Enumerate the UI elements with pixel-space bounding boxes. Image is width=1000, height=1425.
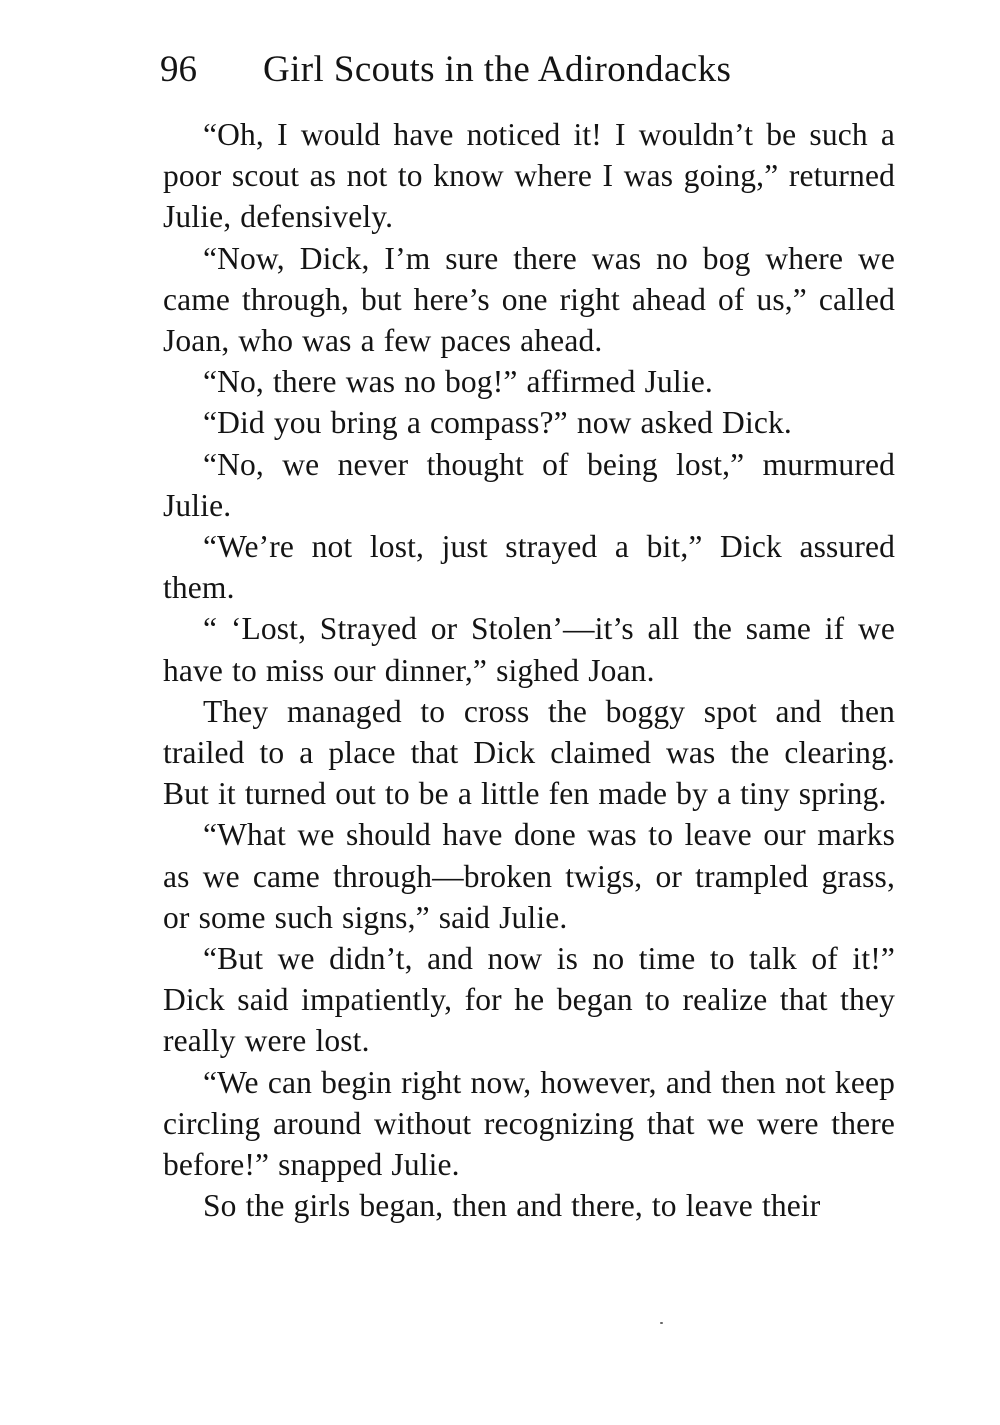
scan-speck: [660, 1322, 666, 1326]
paragraph: “ ‘Lost, Strayed or Stolen’—it’s all the same if we have to miss our dinner,” sighed Joan.: [163, 611, 895, 688]
paragraph: “But we didn’t, and now is no time to talk of it!” Dick said impatiently, for he began to realize that they really were lost.: [163, 941, 895, 1059]
paragraph: “Now, Dick, I’m sure there was no bog where we came through, but here’s one right ahead of us,” called Joan, who was a few paces ahead.: [163, 240, 895, 359]
page-number: 96: [160, 49, 197, 90]
paragraph: So the girls began, then and there, to leave their: [203, 1188, 821, 1224]
paragraph: “We’re not lost, just strayed a bit,” Dick assured them.: [163, 529, 895, 606]
body-text: [163, 114, 895, 1226]
paragraph: They managed to cross the boggy spot and then trailed to a place that Dick claimed was the clearing. But it turned out to be a little fen made by a tiny spring.: [163, 693, 895, 812]
paragraph: “Oh, I would have noticed it! I wouldn’t be such a poor scout as not to know where I was going,” returned Julie, defensively.: [163, 117, 895, 235]
paragraph: “What we should have done was to leave our marks as we came through—broken twigs, or trampled grass, or some such signs,” said Julie.: [163, 817, 895, 935]
book-title: Girl Scouts in the Adirondacks: [263, 49, 732, 90]
paragraph: “No, we never thought of being lost,” murmured Julie.: [163, 446, 895, 523]
paragraph: “Did you bring a compass?” now asked Dick.: [203, 405, 792, 441]
paragraph: “No, there was no bog!” affirmed Julie.: [203, 364, 713, 400]
running-head: [160, 48, 900, 92]
ink-speck: [660, 1322, 663, 1324]
paragraph: “We can begin right now, however, and then not keep circling around without recognizing that we were there before!” snapped Julie.: [163, 1064, 895, 1183]
